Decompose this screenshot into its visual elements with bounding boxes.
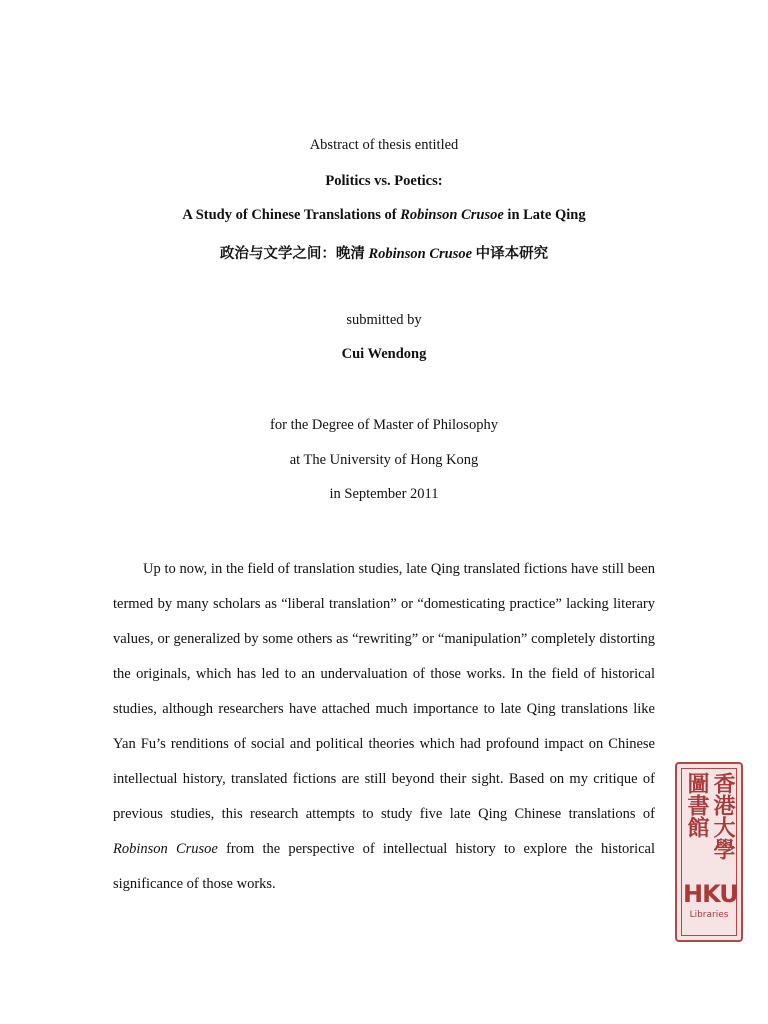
- thesis-title: Politics vs. Poetics:: [325, 173, 443, 189]
- degree-line: for the Degree of Master of Philosophy: [270, 417, 498, 433]
- stamp-chars-right: 香港大學: [710, 772, 735, 860]
- abstract-body: [113, 552, 655, 902]
- submitted-by-label: submitted by: [346, 312, 422, 328]
- thesis-subtitle: A Study of Chinese Translations of Robinson Crusoe in Late Qing: [182, 207, 586, 223]
- author-name: Cui Wendong: [341, 346, 427, 362]
- thesis-chinese-title: 政治与文学之间：晚清 Robinson Crusoe 中译本研究: [219, 246, 549, 262]
- abstract-paragraph: Up to now, in the field of translation studies, late Qing translated fictions have still been termed by many scholars as “liberal translation” or “domesticating practice” lacking literary values, or generalized by some others as “rewriting” or “manipulation” completely distorting the originals, which has led to an undervaluation of those works. In the field of historical studies, although researchers have attached much importance to late Qing translations like Yan Fu’s renditions of social and political theories which had profound impact on Chinese intellectual history, translated fictions are still beyond their sight. Based on my critique of previous studies, this research attempts to study five late Qing Chinese translations of Robinson Crusoe from the perspective of intellectual history to explore the historical significance of those works.: [113, 561, 656, 892]
- stamp-libraries-text: Libraries: [689, 910, 729, 920]
- date-line: in September 2011: [329, 486, 439, 502]
- hku-libraries-stamp: [675, 762, 743, 942]
- stamp-chars-left: 圖書館: [684, 772, 709, 838]
- stamp-hku-text: HKU: [683, 880, 738, 908]
- university-line: at The University of Hong Kong: [289, 452, 479, 468]
- abstract-label: Abstract of thesis entitled: [309, 137, 459, 153]
